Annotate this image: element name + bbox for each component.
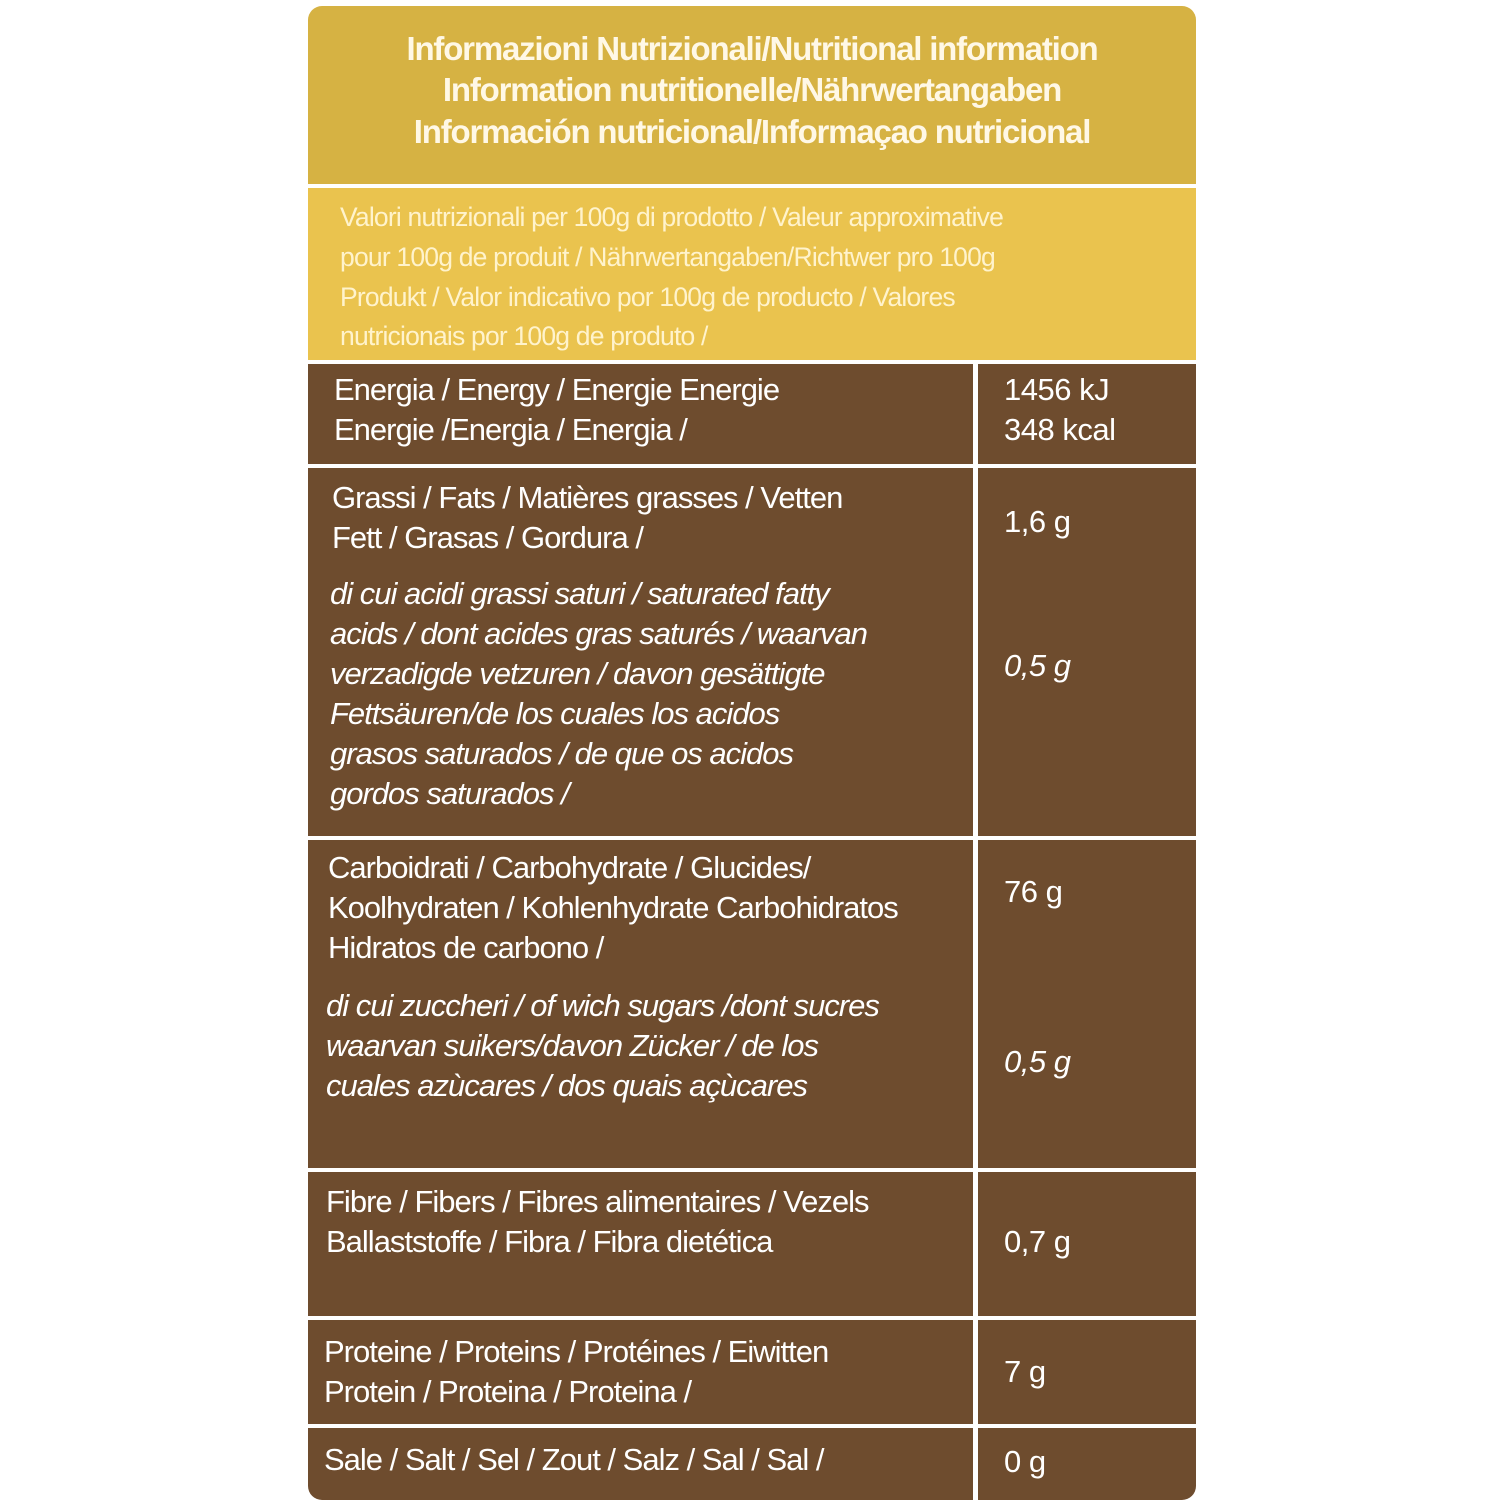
carbohydrates-row xyxy=(308,840,1196,1168)
fat-row xyxy=(308,468,1196,836)
fat-label: Grassi / Fats / Matières grasses / Vetten xyxy=(332,480,843,515)
carbohydrates-label: Carboidrati / Carbohydrate / Glucides/ xyxy=(328,850,811,885)
fat-label: Fett / Grasas / Gordura / xyxy=(332,520,643,555)
note-line: Valori nutrizionali per 100g di prodotto / Valeur approximative xyxy=(340,202,1004,232)
column-divider xyxy=(973,1320,978,1424)
energy-kcal-value: 348 kcal xyxy=(1004,412,1116,447)
fat-value: 1,6 g xyxy=(1004,504,1071,539)
salt-value: 0 g xyxy=(1004,1444,1046,1479)
protein-label: Protein / Proteina / Proteina / xyxy=(324,1374,692,1409)
note-line: Produkt / Valor indicativo por 100g de producto / Valores xyxy=(340,282,955,312)
saturated-fat-label: di cui acidi grassi saturi / saturated fatty xyxy=(330,576,829,611)
sugars-label: di cui zuccheri / of wich sugars /dont sucres xyxy=(326,988,879,1023)
salt-row xyxy=(308,1428,1196,1500)
column-divider xyxy=(973,1172,978,1316)
nutrition-label xyxy=(308,6,1196,1500)
note-line: nutricionais por 100g de produto / xyxy=(340,321,708,351)
energy-label: Energie /Energia / Energia / xyxy=(334,412,687,447)
saturated-fat-label: grasos saturados / de que os acidos xyxy=(330,736,794,771)
saturated-fat-label: gordos saturados / xyxy=(330,776,569,811)
protein-value: 7 g xyxy=(1004,1354,1046,1389)
energy-kj-value: 1456 kJ xyxy=(1004,372,1110,407)
carbohydrates-label: Hidratos de carbono / xyxy=(328,930,604,965)
carbohydrates-label: Koolhydraten / Kohlenhydrate Carbohidratos xyxy=(328,890,898,925)
title-line: Information nutritionelle/Nährwertangaben xyxy=(442,71,1062,108)
sugars-label: waarvan suikers/davon Zücker / de los xyxy=(326,1028,818,1063)
protein-label: Proteine / Proteins / Protéines / Eiwitten xyxy=(324,1334,829,1369)
column-divider xyxy=(973,840,978,1168)
sugars-label: cuales azùcares / dos quais açùcares xyxy=(326,1068,807,1103)
fibre-label: Fibre / Fibers / Fibres alimentaires / Vezels xyxy=(326,1184,869,1219)
saturated-fat-value: 0,5 g xyxy=(1004,648,1071,683)
sugars-value: 0,5 g xyxy=(1004,1044,1071,1079)
fibre-value: 0,7 g xyxy=(1004,1224,1071,1259)
fibre-row xyxy=(308,1172,1196,1316)
note-line: pour 100g de produit / Nährwertangaben/Richtwer pro 100g xyxy=(340,242,995,272)
protein-row xyxy=(308,1320,1196,1424)
energy-label: Energia / Energy / Energie Energie xyxy=(334,372,780,407)
saturated-fat-label: acids / dont acides gras saturés / waarvan xyxy=(330,616,867,651)
saturated-fat-label: verzadigde vetzuren / davon gesättigte xyxy=(330,656,825,691)
title-line: Informazioni Nutrizionali/Nutritional information xyxy=(406,30,1098,67)
salt-label: Sale / Salt / Sel / Zout / Salz / Sal / Sal / xyxy=(324,1442,824,1477)
title-band xyxy=(308,6,1196,184)
fibre-label: Ballaststoffe / Fibra / Fibra dietética xyxy=(326,1224,773,1259)
carbohydrates-value: 76 g xyxy=(1004,874,1063,909)
saturated-fat-label: Fettsäuren/de los cuales los acidos xyxy=(330,696,780,731)
per-100g-note xyxy=(308,188,1196,360)
energy-row xyxy=(308,364,1196,464)
column-divider xyxy=(973,364,978,464)
title-line: Información nutricional/Informaçao nutricional xyxy=(413,113,1091,150)
column-divider xyxy=(973,468,978,836)
column-divider xyxy=(973,1428,978,1500)
